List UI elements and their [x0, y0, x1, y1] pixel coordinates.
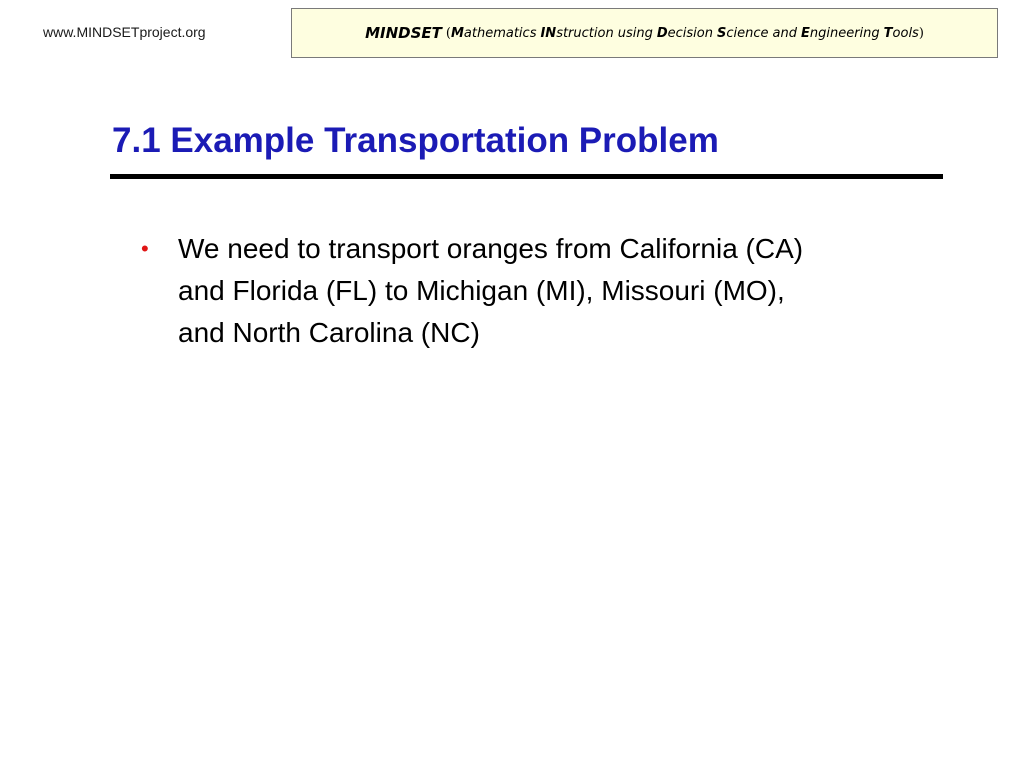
header-word-initial: IN	[540, 25, 557, 41]
header-brand: MINDSET	[365, 24, 442, 42]
bullet-marker: •	[141, 236, 149, 261]
header-word-rest: ngineering	[809, 25, 880, 41]
header-word-rest: ools	[892, 25, 919, 41]
header-word	[618, 26, 653, 41]
header-word-initial: E	[800, 25, 810, 41]
header-word-rest: struction	[556, 25, 614, 41]
header-open-paren: (	[445, 25, 451, 41]
bullet-item	[140, 228, 960, 354]
header-word	[657, 26, 713, 41]
header-close-paren: )	[918, 25, 924, 41]
site-url: www.MINDSETproject.org	[43, 24, 206, 40]
header-word-initial: T	[883, 25, 893, 41]
header-word	[717, 26, 769, 41]
slide-title: 7.1 Example Transportation Problem	[112, 121, 719, 160]
header-word	[773, 26, 797, 41]
header-word	[884, 26, 919, 41]
header-word	[540, 26, 613, 41]
bullet-line: and Florida (FL) to Michigan (MI), Missouri (MO),	[178, 275, 785, 306]
header-word	[451, 26, 537, 41]
header-word-rest: and	[772, 25, 797, 41]
header-word-rest: using	[617, 25, 653, 41]
header-word-rest: ecision	[667, 25, 713, 41]
header-word	[801, 26, 880, 41]
title-underline	[110, 174, 943, 179]
bullet-text	[178, 228, 803, 354]
bullet-line: and North Carolina (NC)	[178, 317, 480, 348]
bullet-line: We need to transport oranges from California (CA)	[178, 233, 804, 264]
header-banner	[291, 8, 998, 58]
header-word-rest: cience	[726, 25, 769, 41]
header-word-initial: M	[450, 25, 464, 41]
header-word-initial: S	[716, 25, 727, 41]
header-word-rest: athematics	[463, 25, 537, 41]
bullet-list	[140, 228, 960, 354]
header-word-initial: D	[656, 25, 668, 41]
